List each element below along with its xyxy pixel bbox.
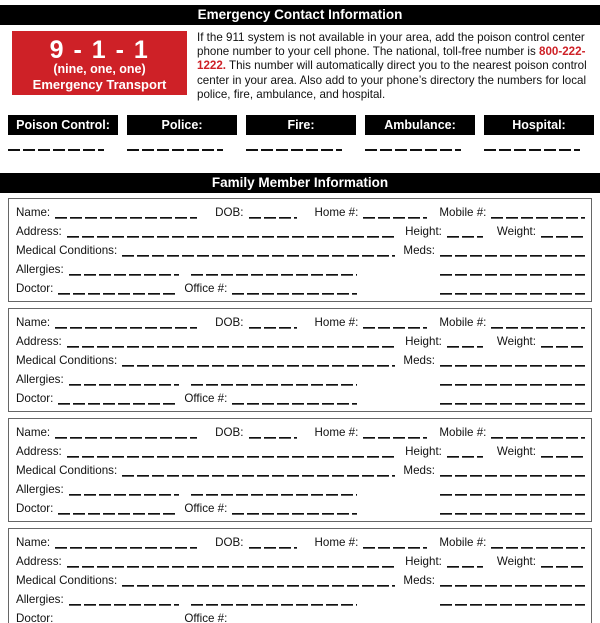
poison-control-phone-number: 800-222-1222. <box>197 45 586 73</box>
meds-continuation-line <box>440 370 585 389</box>
mobile-phone-blank-line <box>491 533 585 552</box>
address-blank-line <box>67 222 397 241</box>
height-blank-line <box>447 332 483 351</box>
name-blank-line <box>55 203 197 222</box>
office-phone-blank-line <box>232 279 357 298</box>
member-box <box>8 198 592 302</box>
doctor-label: Doctor: <box>16 282 54 296</box>
contact-line-slot <box>365 149 475 151</box>
page-title: Emergency Contact Information <box>0 5 600 25</box>
weight-blank-line <box>541 552 585 571</box>
allergies-continuation-line <box>191 590 357 609</box>
mobile-phone-label: Mobile #: <box>439 426 487 440</box>
dob-blank-line <box>249 313 297 332</box>
home-phone-label: Home #: <box>314 426 359 440</box>
call-911-number: 9 - 1 - 1 <box>49 36 150 64</box>
weight-blank-line <box>541 442 585 461</box>
member-row-4 <box>16 590 585 609</box>
fire-blank-line <box>246 149 342 151</box>
medical-conditions-label: Medical Conditions: <box>16 354 118 368</box>
height-label: Height: <box>405 555 442 569</box>
name-label: Name: <box>16 426 51 440</box>
member-row-4 <box>16 370 585 389</box>
mobile-phone-blank-line <box>491 203 585 222</box>
police-blank-line <box>127 149 223 151</box>
address-label: Address: <box>16 445 62 459</box>
office-phone-blank-line <box>232 499 357 518</box>
doctor-blank-line <box>58 389 178 408</box>
weight-label: Weight: <box>496 335 536 349</box>
meds-label: Meds: <box>403 244 435 258</box>
medical-conditions-blank-line <box>122 571 395 590</box>
member-row-3 <box>16 571 585 590</box>
mobile-phone-label: Mobile #: <box>439 316 487 330</box>
poison-control-blank-line <box>8 149 104 151</box>
allergies-label: Allergies: <box>16 593 64 607</box>
dob-blank-line <box>249 533 297 552</box>
office-phone-label: Office #: <box>184 392 228 406</box>
meds-blank-line <box>440 571 585 590</box>
allergies-blank-line <box>69 370 179 389</box>
mobile-phone-label: Mobile #: <box>439 206 487 220</box>
medical-conditions-label: Medical Conditions: <box>16 574 118 588</box>
member-box <box>8 418 592 522</box>
contact-line-slot <box>127 149 237 151</box>
dob-label: DOB: <box>215 536 244 550</box>
member-row-5 <box>16 609 585 623</box>
intro-text-after: This number will automatically direct you to the nearest poison control center in your area. Also add to your phone’s directory the numbers for local police, fire, ambulance, and hospital. <box>197 59 587 101</box>
call-911-caption: Emergency Transport System <box>32 77 167 107</box>
member-row-5 <box>16 279 585 298</box>
height-label: Height: <box>405 225 442 239</box>
medical-conditions-blank-line <box>122 351 395 370</box>
office-phone-label: Office #: <box>184 612 228 623</box>
allergies-blank-line <box>69 260 179 279</box>
member-row-1 <box>16 203 585 222</box>
member-row-3 <box>16 351 585 370</box>
weight-label: Weight: <box>496 555 536 569</box>
weight-blank-line <box>541 332 585 351</box>
dob-label: DOB: <box>215 206 244 220</box>
weight-blank-line <box>541 222 585 241</box>
office-phone-blank-line <box>232 609 357 623</box>
allergies-blank-line <box>69 590 179 609</box>
top-section <box>0 25 600 107</box>
home-phone-blank-line <box>363 313 427 332</box>
height-blank-line <box>447 222 483 241</box>
member-row-2 <box>16 442 585 461</box>
weight-label: Weight: <box>496 225 536 239</box>
mobile-phone-blank-line <box>491 423 585 442</box>
member-row-5 <box>16 389 585 408</box>
office-phone-blank-line <box>232 389 357 408</box>
medical-conditions-blank-line <box>122 461 395 480</box>
home-phone-blank-line <box>363 533 427 552</box>
home-phone-blank-line <box>363 423 427 442</box>
weight-label: Weight: <box>496 445 536 459</box>
dob-label: DOB: <box>215 316 244 330</box>
contact-label-hospital: Hospital: <box>484 115 594 135</box>
address-blank-line <box>67 442 397 461</box>
meds-blank-line <box>440 351 585 370</box>
meds-continuation-line-2 <box>440 389 585 408</box>
intro-text-before: If the 911 system is not available in your area, add the poison control center phone number to your cell phone. The national, toll-free number is <box>197 31 585 59</box>
doctor-blank-line <box>58 279 178 298</box>
member-row-2 <box>16 222 585 241</box>
name-label: Name: <box>16 536 51 550</box>
call-911-box <box>12 31 187 107</box>
meds-blank-line <box>440 461 585 480</box>
office-phone-label: Office #: <box>184 502 228 516</box>
allergies-blank-line <box>69 480 179 499</box>
address-label: Address: <box>16 555 62 569</box>
meds-continuation-line-2 <box>440 609 585 623</box>
emergency-contacts-blank-lines <box>8 149 592 151</box>
meds-continuation-line-2 <box>440 279 585 298</box>
meds-continuation-line-2 <box>440 499 585 518</box>
allergies-label: Allergies: <box>16 373 64 387</box>
address-blank-line <box>67 332 397 351</box>
hospital-blank-line <box>484 149 580 151</box>
contact-label-poison-control: Poison Control: <box>8 115 118 135</box>
member-row-4 <box>16 260 585 279</box>
home-phone-label: Home #: <box>314 206 359 220</box>
doctor-label: Doctor: <box>16 612 54 623</box>
meds-continuation-line <box>440 590 585 609</box>
dob-blank-line <box>249 203 297 222</box>
height-label: Height: <box>405 335 442 349</box>
height-blank-line <box>447 552 483 571</box>
meds-blank-line <box>440 241 585 260</box>
ambulance-blank-line <box>365 149 461 151</box>
name-label: Name: <box>16 316 51 330</box>
allergies-continuation-line <box>191 370 357 389</box>
member-row-1 <box>16 423 585 442</box>
family-section-title: Family Member Information <box>0 173 600 193</box>
address-label: Address: <box>16 225 62 239</box>
member-row-2 <box>16 332 585 351</box>
home-phone-blank-line <box>363 203 427 222</box>
mobile-phone-blank-line <box>491 313 585 332</box>
meds-continuation-line <box>440 260 585 279</box>
address-blank-line <box>67 552 397 571</box>
height-label: Height: <box>405 445 442 459</box>
office-phone-label: Office #: <box>184 282 228 296</box>
doctor-blank-line <box>58 609 178 623</box>
allergies-label: Allergies: <box>16 263 64 277</box>
meds-label: Meds: <box>403 574 435 588</box>
contact-line-slot <box>246 149 356 151</box>
contact-line-slot <box>8 149 118 151</box>
meds-continuation-line <box>440 480 585 499</box>
family-member-boxes <box>0 198 600 623</box>
emergency-contacts-row <box>8 115 592 135</box>
allergies-continuation-line <box>191 260 357 279</box>
member-row-2 <box>16 552 585 571</box>
member-row-5 <box>16 499 585 518</box>
name-blank-line <box>55 313 197 332</box>
member-box <box>8 308 592 412</box>
mobile-phone-label: Mobile #: <box>439 536 487 550</box>
dob-blank-line <box>249 423 297 442</box>
member-row-4 <box>16 480 585 499</box>
doctor-label: Doctor: <box>16 392 54 406</box>
member-row-1 <box>16 313 585 332</box>
member-box <box>8 528 592 623</box>
allergies-continuation-line <box>191 480 357 499</box>
medical-conditions-label: Medical Conditions: <box>16 244 118 258</box>
allergies-label: Allergies: <box>16 483 64 497</box>
doctor-blank-line <box>58 499 178 518</box>
medical-conditions-blank-line <box>122 241 395 260</box>
home-phone-label: Home #: <box>314 316 359 330</box>
name-blank-line <box>55 423 197 442</box>
doctor-label: Doctor: <box>16 502 54 516</box>
name-blank-line <box>55 533 197 552</box>
medical-conditions-label: Medical Conditions: <box>16 464 118 478</box>
intro-paragraph <box>197 31 588 102</box>
member-row-3 <box>16 241 585 260</box>
home-phone-label: Home #: <box>314 536 359 550</box>
contact-label-police: Police: <box>127 115 237 135</box>
contact-line-slot <box>484 149 594 151</box>
call-911-phonetic: (nine, one, one) <box>53 62 146 76</box>
contact-label-ambulance: Ambulance: <box>365 115 475 135</box>
member-row-1 <box>16 533 585 552</box>
member-row-3 <box>16 461 585 480</box>
contact-label-fire: Fire: <box>246 115 356 135</box>
meds-label: Meds: <box>403 464 435 478</box>
address-label: Address: <box>16 335 62 349</box>
meds-label: Meds: <box>403 354 435 368</box>
height-blank-line <box>447 442 483 461</box>
dob-label: DOB: <box>215 426 244 440</box>
name-label: Name: <box>16 206 51 220</box>
